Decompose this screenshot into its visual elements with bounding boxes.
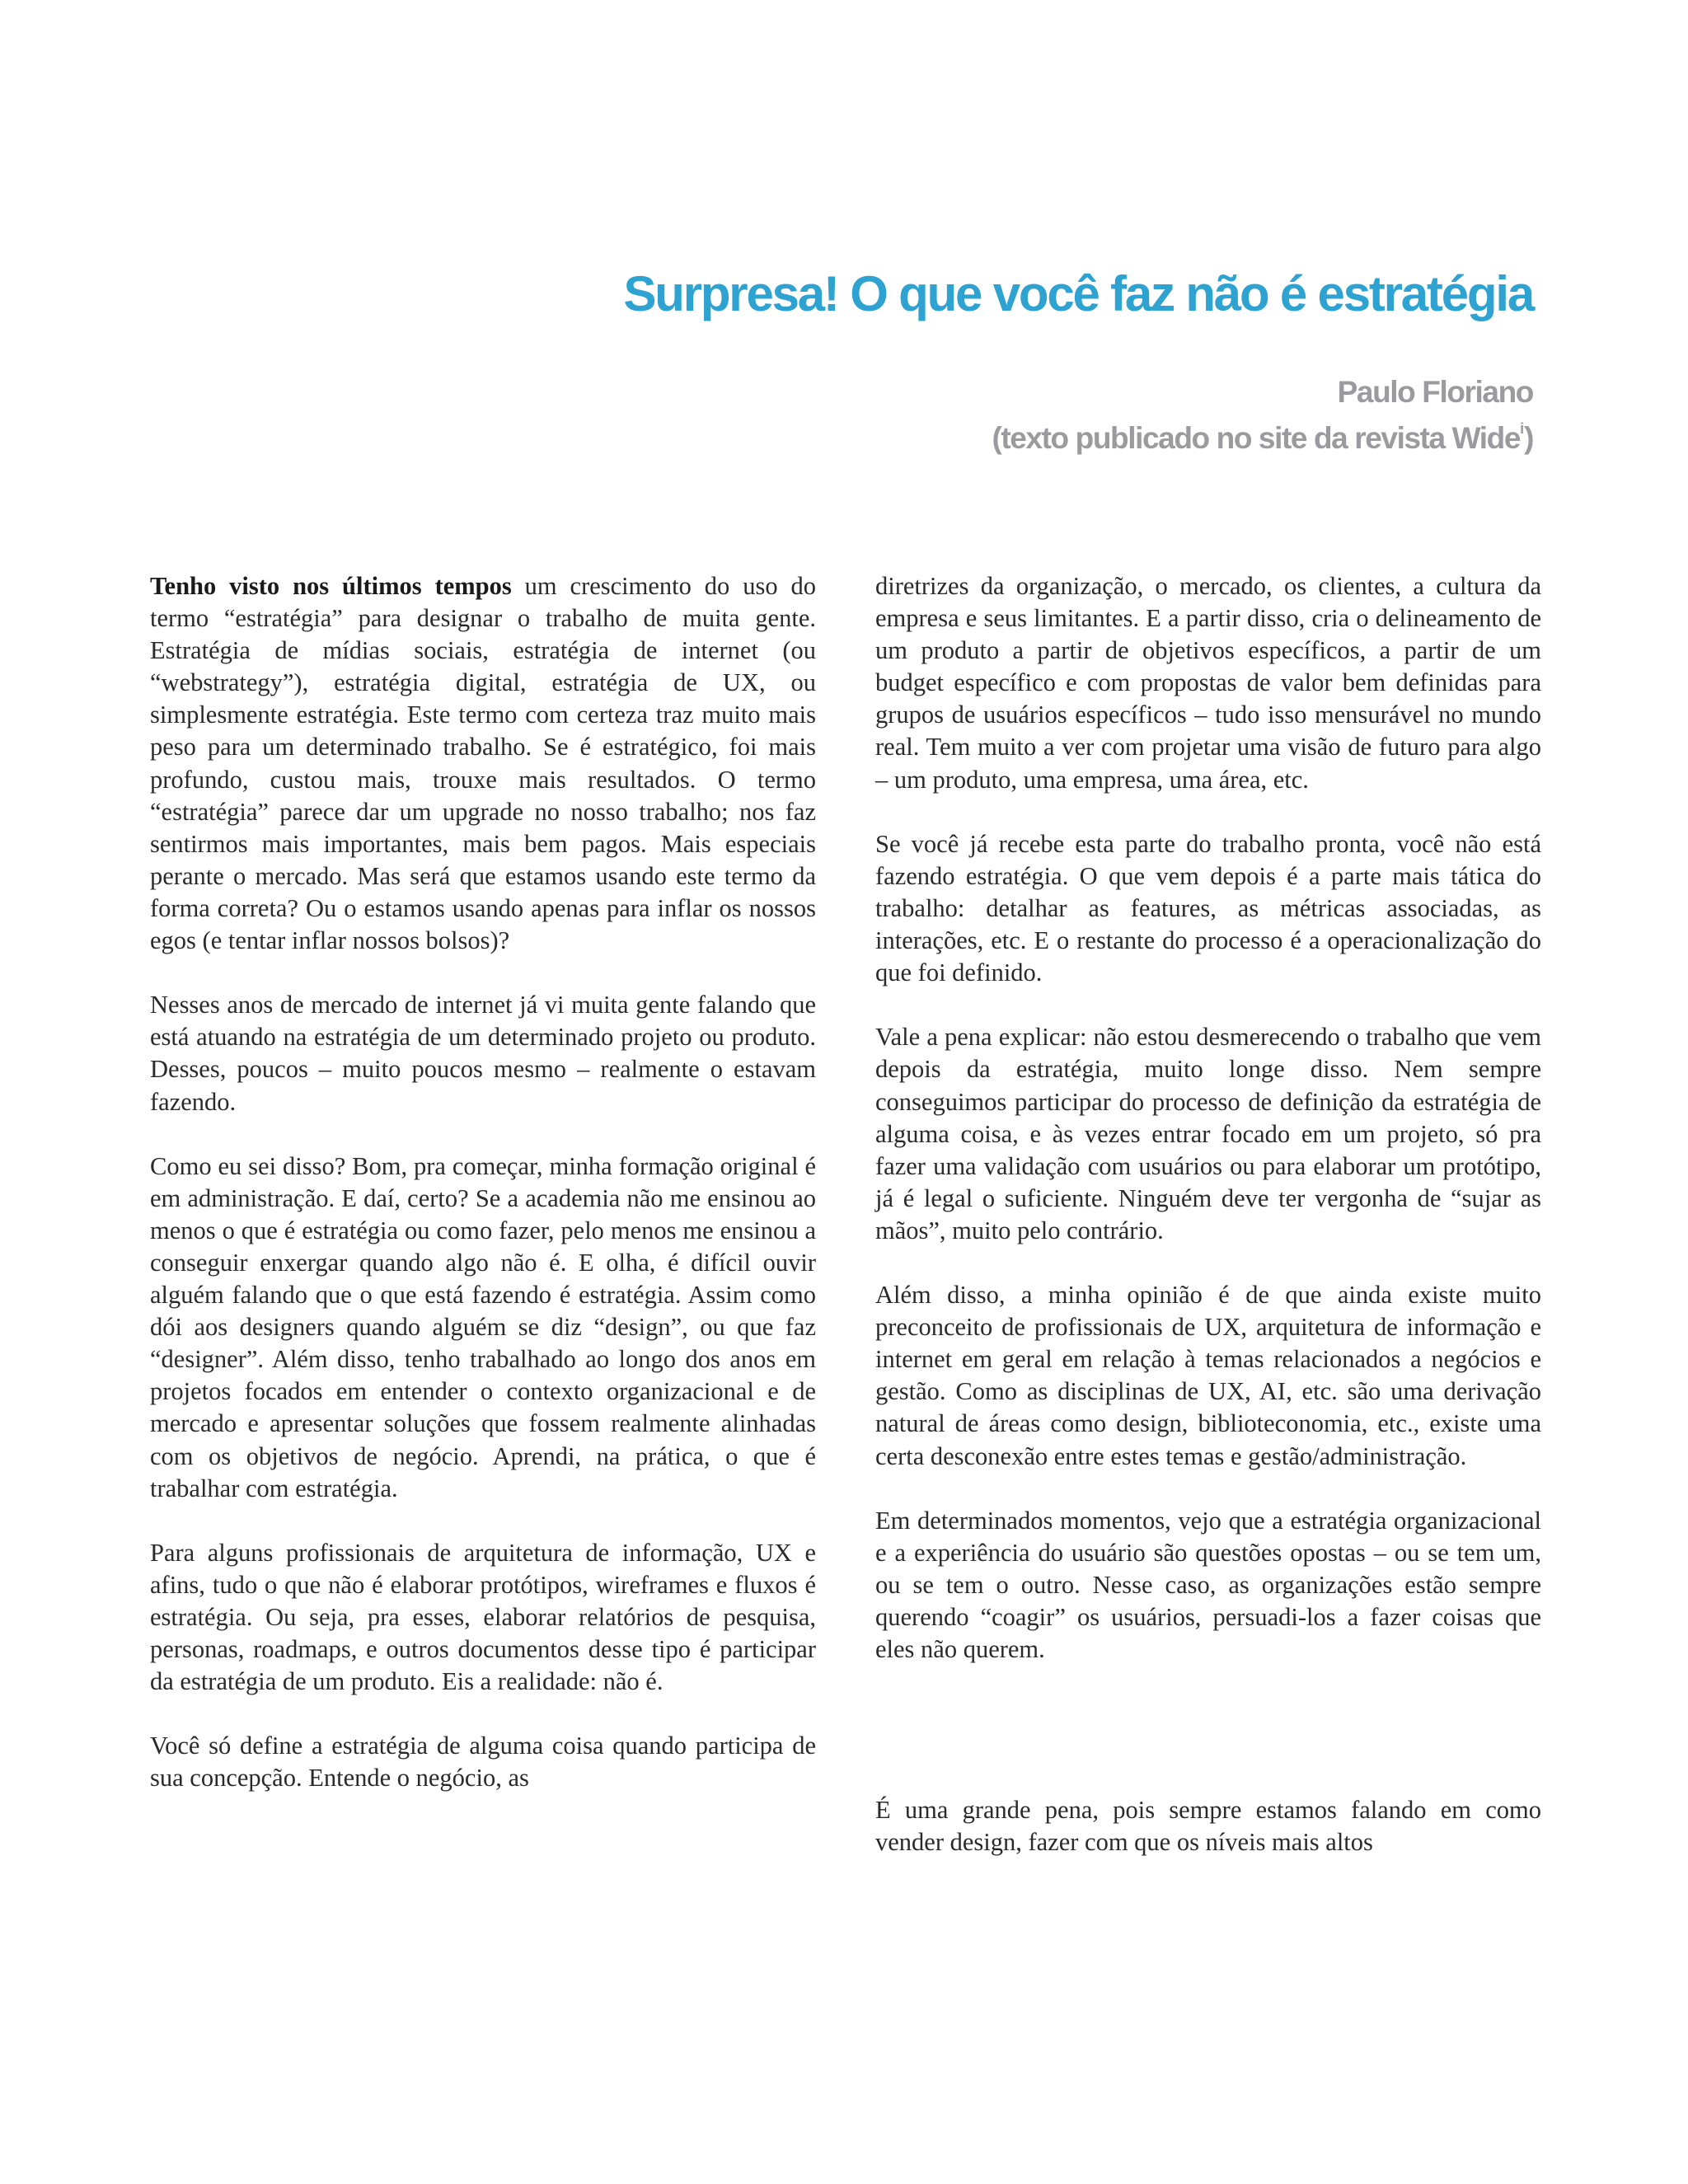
paragraph: Em determinados momentos, vejo que a estratégia organizacional e a experiência do usuário são questões opostas – ou se tem um, ou se tem o outro. Nesse caso, as organizações estão sempre querendo “coagir” os usuários, persuadi-los a fazer coisas que eles não querem. xyxy=(875,1506,1541,1664)
paragraph: É uma grande pena, pois sempre estamos falando em como vender design, fazer com que os níveis mais altos xyxy=(875,1796,1541,1857)
paragraph: diretrizes da organização, o mercado, os clientes, a cultura da empresa e seus limitantes. E a partir disso, cria o delineamento de um produto a partir de objetivos específicos, a partir de um budget específico e com propostas de valor bem definidas para grupos de usuários específicos – tudo isso mensurável no mundo real. Tem muito a ver com projetar uma visão de futuro para algo – um produto, uma empresa, uma área, etc. xyxy=(875,572,1541,794)
byline xyxy=(992,369,1533,462)
article-column-left xyxy=(150,570,816,1827)
page-title: Surpresa! O que você faz não é estratégia xyxy=(623,266,1533,321)
paragraph-intro-text: um crescimento do uso do termo “estratégia” para designar o trabalho de muita gente. Estratégia de mídias sociais, estratégia de internet (ou “webstrategy”), estratégia digital, estratégia de UX, ou simplesmente estratégia. Este termo com certeza traz muito mais peso para um determinado trabalho. Se é estratégico, foi mais profundo, custou mais, trouxe mais resultados. O termo “estratégia” parece dar um upgrade no nosso trabalho; nos faz sentirmos mais importantes, mais bem pagos. Mais especiais perante o mercado. Mas será que estamos usando este termo da forma correta? Ou o estamos usando apenas para inflar os nossos egos (e tentar inflar nossos bolsos)? xyxy=(150,572,816,955)
paragraph: Além disso, a minha opinião é de que ainda existe muito preconceito de profissionais de UX, arquitetura de informação e internet em geral em relação à temas relacionados a negócios e gestão. Como as disciplinas de UX, AI, etc. são uma derivação natural de áreas como design, biblioteconomia, etc., existe uma certa desconexão entre estes temas e gestão/administração. xyxy=(875,1281,1541,1470)
source-note xyxy=(992,415,1533,462)
lead-in-bold: Tenho visto nos últimos tempos xyxy=(150,572,512,600)
paragraph-intro xyxy=(150,570,816,957)
paragraph: Como eu sei disso? Bom, pra começar, minha formação original é em administração. E daí, certo? Se a academia não me ensinou ao menos o que é estratégia ou como fazer, pelo menos me ensinou a conseguir enxergar quando algo não é. E olha, é difícil ouvir alguém falando que o que está fazendo é estratégia. Assim como dói aos designers quando alguém se diz “design”, ou que faz “designer”. Além disso, tenho trabalhado ao longo dos anos em projetos focados em entender o contexto organizacional e de mercado e apresentar soluções que fossem realmente alinhadas com os objetivos de negócio. Aprendi, na prática, o que é trabalhar com estratégia. xyxy=(150,1151,816,1502)
paragraph: Se você já recebe esta parte do trabalho pronta, você não está fazendo estratégia. O que vem depois é a parte mais tática do trabalho: detalhar as features, as métricas associadas, as interações, etc. E o restante do processo é a operacionalização do que foi definido. xyxy=(875,829,1541,987)
source-note-text: (texto publicado no site da revista Wide xyxy=(992,421,1521,455)
column-spacer xyxy=(875,1698,1541,1794)
paragraph: Para alguns profissionais de arquitetura de informação, UX e afins, tudo o que não é elaborar protótipos, wireframes e fluxos é estratégia. Ou seja, pra esses, elaborar relatórios de pesquisa, personas, roadmaps, e outros documentos desse tipo é participar da estratégia de um produto. Eis a realidade: não é. xyxy=(150,1538,816,1696)
paragraph: Vale a pena explicar: não estou desmerecendo o trabalho que vem depois da estratégia, muito longe disso. Nem sempre conseguimos participar do processo de definição da estratégia de alguma coisa, e às vezes entrar focado em um projeto, só pra fazer uma validação com usuários ou para elaborar um protótipo, já é legal o suficiente. Ninguém deve ter vergonha de “sujar as mãos”, muito pelo contrário. xyxy=(875,1023,1541,1244)
source-note-close: ) xyxy=(1524,421,1533,455)
author-name: Paulo Floriano xyxy=(1337,375,1533,409)
footnote-marker[interactable]: i xyxy=(1520,420,1525,437)
paragraph: Você só define a estratégia de alguma coisa quando participa de sua concepção. Entende o negócio, as xyxy=(150,1732,816,1793)
paragraph: Nesses anos de mercado de internet já vi muita gente falando que está atuando na estratégia de um determinado projeto ou produto. Desses, poucos – muito poucos mesmo – realmente o estavam fazendo. xyxy=(150,991,816,1116)
article-column-right xyxy=(875,570,1541,1891)
